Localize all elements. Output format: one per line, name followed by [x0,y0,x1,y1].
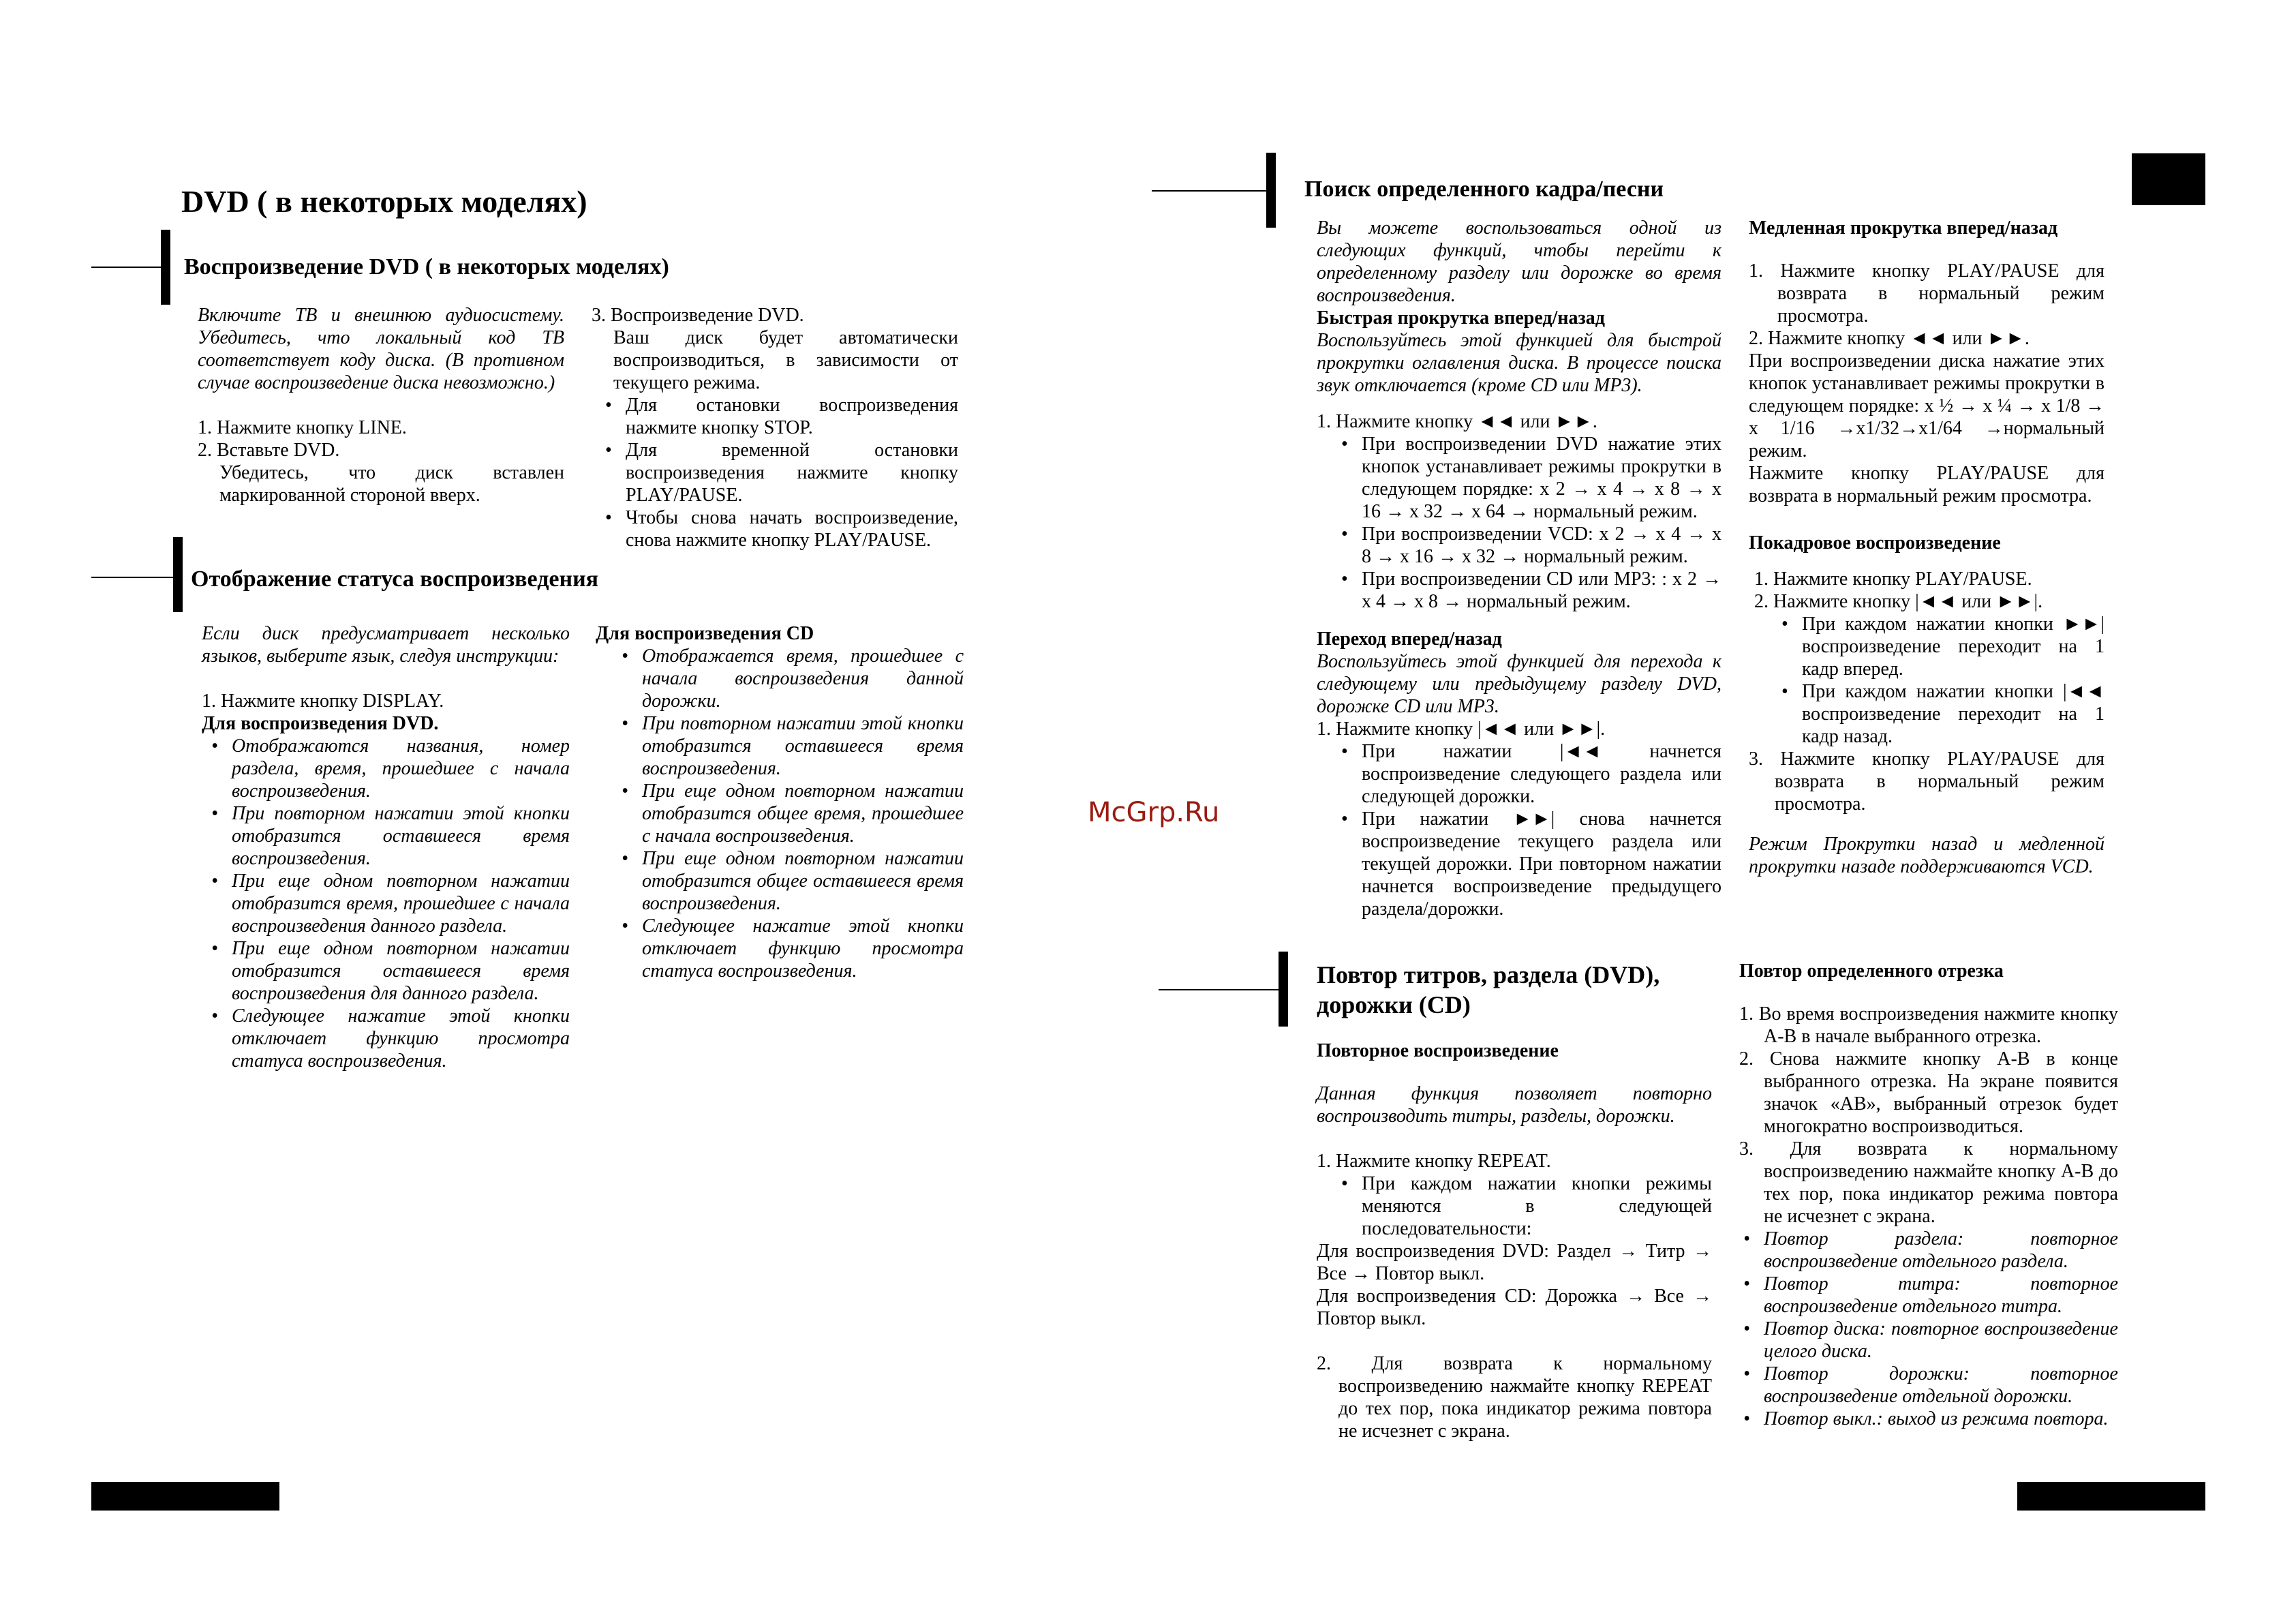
page-title: DVD ( в некоторых моделях) [181,184,587,219]
slow-step-1: 1. Нажмите кнопку PLAY/PAUSE для возврата в нормальный режим просмотра. [1749,260,2104,327]
list-item: • Повтор титра: повторное воспроизведение отдельного титра. [1764,1273,2118,1318]
frame-list [1749,613,2104,748]
list-item: • При каждом нажатии кнопки |◄◄ воспроизведение переходит на 1 кадр назад. [1802,680,2104,748]
section-heading-repeat: Повтор титров, раздела (DVD), дорожки (CD) [1317,961,1660,1018]
ab-mode-list [1739,1228,2118,1430]
section-bar [1279,952,1288,1027]
search-col-b [1749,217,2104,878]
step-1: 1. Нажмите кнопку DISPLAY. [202,691,444,712]
status-col-b [596,622,964,982]
cd-status-list [596,645,964,982]
list-item: • При каждом нажатии кнопки ►►| воспроизведение переходит на 1 кадр вперед. [1802,613,2104,680]
list-item: • При еще одном повторном нажатии отобразится время, прошедшее с начала воспроизведения данного раздела. [232,870,570,937]
repeat-list [1317,1172,1712,1240]
repeat-dvd-sequence: Для воспроизведения DVD: Раздел → Титр → Все → Повтор выкл. [1317,1241,1712,1284]
list-item: • Следующее нажатие этой кнопки отключает функцию просмотра статуса воспроизведения. [232,1005,570,1072]
repeat-step-2: 2. Для возврата к нормальному воспроизведению нажмайте кнопку REPEAT до тех пор, пока индикатор режима повтора не исчезнет с экрана. [1317,1353,1712,1442]
frame-step-3: 3. Нажмите кнопку PLAY/PAUSE для возврата в нормальный режим просмотра. [1749,748,2104,815]
section-bar [161,230,170,305]
list-item: • При воспроизведении DVD нажатие этих кнопок устанавливает режимы прокрутки в следующем порядке: x 2 → x 4 → x 8 → x 16 → x 32 → x 64 → нормальный режим. [1362,433,1721,523]
list-item: • При нажатии |◄◄ начнется воспроизведение следующего раздела или следующей дорожки. [1362,740,1721,808]
list-item: • Отображаются названия, номер раздела, время, прошедшее с начала воспроизведения. [232,735,570,802]
section-heading-status: Отображение статуса воспроизведения [191,566,599,592]
subheading-frame: Покадровое воспроизведение [1749,532,2001,553]
step-2-note: Убедитесь, что диск вставлен маркированной стороной вверх. [219,462,564,506]
list-item: • При воспроизведении CD или MP3: : x 2 → x 4 → x 8 → нормальный режим. [1362,568,1721,613]
page-corner-tab [2132,153,2205,205]
repeat-col-a [1317,1040,1712,1442]
repeat-intro: Данная функция позволяет повторно воспроизводить титры, разделы, дорожки. [1317,1083,1712,1127]
page-footer-bar [91,1482,279,1511]
section-heading-search: Поиск определенного кадра/песни [1304,177,1664,202]
section-rule [1159,989,1283,990]
ab-step-2: 2. Снова нажмите кнопку A-B в конце выбранного отрезка. На экране появится значок «AB», выбранный отрезок будет многократно воспроизводиться. [1739,1048,2118,1137]
fast-scan-intro: Воспользуйтесь этой функцией для быстрой прокрутки оглавления диска. В процессе поиска звук отключается (кроме CD или MP3). [1317,330,1721,396]
status-col-a [202,622,570,1072]
search-col-a [1317,217,1721,920]
step-2: 2. Вставьте DVD. [198,440,340,461]
list-item: • Повтор раздела: повторное воспроизведение отдельного раздела. [1764,1228,2118,1273]
step-3: 3. Воспроизведение DVD. [592,305,804,326]
subheading-skip: Переход вперед/назад [1317,628,1502,650]
section-heading-dvd-playback: Воспроизведение DVD ( в некоторых моделях) [184,254,669,279]
list-item: • При каждом нажатии кнопки режимы меняются в следующей последовательности: [1362,1172,1712,1240]
slow-para-1: При воспроизведении диска нажатие этих кнопок устанавливает режимы прокрутки в следующем порядке: x ½ → x ¼ → x 1/8 → x 1/16 →x1/32→x1/64 →нормальный режим. [1749,350,2104,461]
fast-scan-step-1: 1. Нажмите кнопку ◄◄ или ►►. [1317,411,1597,432]
list-item: • Повтор дорожки: повторное воспроизведение отдельной дорожки. [1764,1363,2118,1408]
section-rule [1152,190,1272,192]
ab-step-1: 1. Во время воспроизведения нажмите кнопку A-B в начале выбранного отрезка. [1739,1003,2118,1047]
list-item: • При повторном нажатии этой кнопки отобразится оставшееся время воспроизведения. [642,712,964,780]
list-item: • Повтор диска: повторное воспроизведение целого диска. [1764,1318,2118,1363]
section-bar [1266,153,1276,228]
list-item: • При еще одном повторном нажатии отобразится общее оставшееся время воспроизведения. [642,847,964,915]
repeat-step-1: 1. Нажмите кнопку REPEAT. [1317,1151,1551,1172]
slow-para-2: Нажмите кнопку PLAY/PAUSE для возврата в нормальный режим просмотра. [1749,463,2104,506]
intro-text: Включите ТВ и внешнюю аудиосистему. Убедитесь, что локальный код ТВ соответствует коду диска. (В противном случае воспроизведение диска невозможно.) [198,305,564,393]
subheading-repeat: Повторное воспроизведение [1317,1040,1559,1061]
section-rule [91,577,177,578]
list-item: • Следующее нажатие этой кнопки отключает функцию просмотра статуса воспроизведения. [642,915,964,982]
subheading-cd: Для воспроизведения CD [596,623,814,644]
repeat-cd-sequence: Для воспроизведения CD: Дорожка → Все → Повтор выкл. [1317,1286,1712,1329]
skip-step-1: 1. Нажмите кнопку |◄◄ или ►►|. [1317,718,1606,740]
skip-list [1317,740,1721,920]
dvd-playback-col-a [198,304,564,506]
skip-intro: Воспользуйтесь этой функцией для перехода к следующему или предыдущему разделу DVD, дорожке CD или MP3. [1317,651,1721,717]
subheading-slow: Медленная прокрутка вперед/назад [1749,217,2058,239]
list-item: • При нажатии ►►| снова начнется воспроизведение текущего раздела или текущей дорожки. При повторном нажатии начнется воспроизведение предыдущего раздела/дорожки. [1362,808,1721,920]
ab-step-3: 3. Для возврата к нормальному воспроизведению нажмайте кнопку A-B до тех пор, пока индикатор режима повтора не исчезнет с экрана. [1739,1138,2118,1227]
subheading-fast-scan: Быстрая прокрутка вперед/назад [1317,307,1605,329]
subheading-ab-repeat: Повтор определенного отрезка [1739,960,2004,982]
list-item: • Повтор выкл.: выход из режима повтора. [1764,1408,2118,1430]
step-1: 1. Нажмите кнопку LINE. [198,417,407,438]
frame-step-2: 2. Нажмите кнопку |◄◄ или ►►|. [1754,591,2043,612]
step-3-note: Ваш диск будет автоматически воспроизводиться, в зависимости от текущего режима. [613,327,958,393]
section-rule [91,267,166,268]
fast-scan-list [1317,433,1721,613]
intro-text: Если диск предусматривает несколько языков, выберите язык, следуя инструкции: [202,623,570,667]
list-item: • Для остановки воспроизведения нажмите кнопку STOP. [626,394,958,439]
frame-step-1: 1. Нажмите кнопку PLAY/PAUSE. [1754,568,2032,590]
list-item: • При еще одном повторном нажатии отобразится общее время, прошедшее с начала воспроизведения. [642,780,964,847]
list-item: • Чтобы снова начать воспроизведение, снова нажмите кнопку PLAY/PAUSE. [626,506,958,551]
playback-bullet-list [592,394,958,551]
subheading-dvd: Для воспроизведения DVD. [202,713,439,734]
frame-note: Режим Прокрутки назад и медленной прокрутки назаде поддерживаются VCD. [1749,834,2104,877]
dvd-playback-col-b [592,304,958,551]
ab-repeat-col [1739,960,2118,1430]
list-item: • При воспроизведении VCD: x 2 → x 4 → x 8 → x 16 → x 32 → нормальный режим. [1362,523,1721,568]
intro-text: Вы можете воспользоваться одной из следующих функций, чтобы перейти к определенному разделу или дорожке во время воспроизведения. [1317,217,1721,306]
list-item: • Для временной остановки воспроизведения нажмите кнопку PLAY/PAUSE. [626,439,958,506]
list-item: • При повторном нажатии этой кнопки отобразится оставшееся время воспроизведения. [232,802,570,870]
watermark-text: McGrp.Ru [1088,797,1220,828]
slow-step-2: 2. Нажмите кнопку ◄◄ или ►►. [1749,328,2030,349]
list-item: • При еще одном повторном нажатии отобразится оставшееся время воспроизведения для данного раздела. [232,937,570,1005]
dvd-status-list [202,735,570,1072]
list-item: • Отображается время, прошедшее с начала воспроизведения данной дорожки. [642,645,964,712]
section-bar [173,537,183,612]
page-footer-bar [2017,1482,2205,1511]
